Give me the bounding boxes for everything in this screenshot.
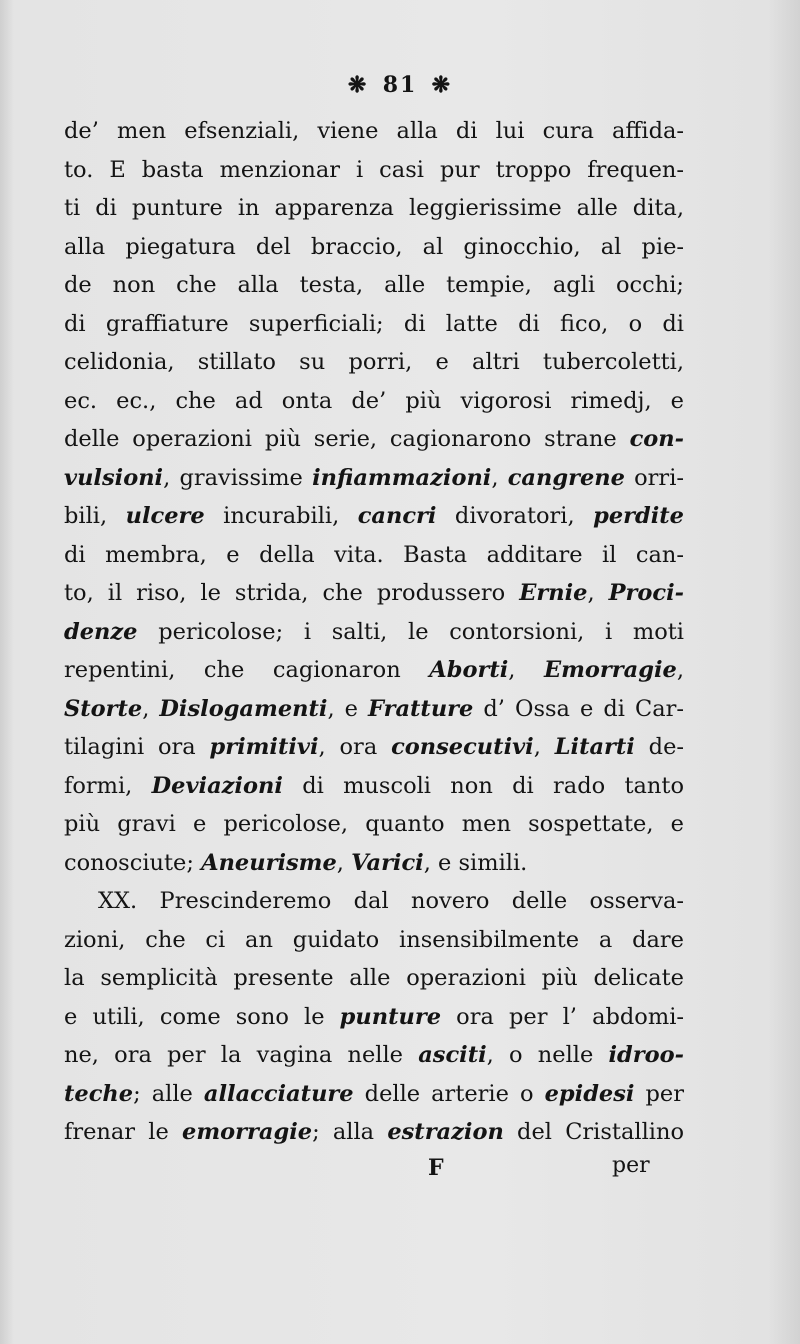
italic-term: Varici [351, 849, 424, 876]
text-run: celidonia, stillato su porri, e altri tubercoletti, [64, 349, 684, 375]
text-run: ec. ec., che ad onta de’ più vigorosi rimedj, e [64, 387, 684, 414]
italic-term: cangrene [507, 464, 625, 491]
text-line [64, 690, 684, 729]
text-run: delle operazioni più serie, cagionarono strane [64, 426, 630, 452]
text-run: di membra, e della vita. Basta additare il can- [64, 541, 684, 568]
italic-term: Emorragie [543, 657, 677, 683]
page-number: 81 [382, 71, 418, 98]
text-line [64, 497, 684, 536]
text-run: conosciute; [64, 849, 202, 876]
text-line [64, 805, 684, 844]
text-run: bili, [64, 503, 126, 529]
signature-mark: F [428, 1155, 444, 1181]
text-line [64, 305, 684, 344]
text-run: frenar le [64, 1119, 183, 1145]
italic-term: vulsioni [64, 464, 164, 491]
text-run: ; alle [133, 1080, 204, 1107]
text-line [64, 651, 684, 690]
italic-term: idroo- [608, 1042, 684, 1068]
text-line [64, 921, 684, 960]
text-line [64, 1075, 684, 1114]
text-run: , e [327, 695, 369, 722]
text-line [64, 998, 684, 1037]
text-line [64, 382, 684, 421]
ornament-left-icon: ❋ [347, 71, 369, 98]
italic-term: Deviazioni [151, 772, 283, 799]
text-run: tilagini ora [64, 734, 210, 760]
italic-term: cancri [357, 503, 437, 529]
text-run: to. E basta menzionar i casi pur troppo frequen- [64, 156, 684, 183]
text-run: d’ Ossa e di Car- [473, 695, 684, 722]
text-run: , gravissime [163, 464, 313, 491]
text-run: delle arterie o [353, 1080, 545, 1107]
text-run: per [634, 1080, 684, 1107]
italic-term: Ernie [519, 580, 588, 606]
text-run: ti di punture in apparenza leggierissime alle dita, [64, 195, 684, 221]
text-run: , [491, 464, 508, 491]
text-run: , o nelle [486, 1042, 609, 1068]
italic-term: denze [64, 618, 138, 645]
text-line [64, 420, 684, 459]
text-line [64, 1113, 684, 1152]
text-run: zioni, che ci an guidato insensibilmente a dare [64, 926, 684, 953]
text-run: , [508, 657, 544, 683]
text-run: la semplicità presente alle operazioni più delicate [64, 965, 684, 991]
text-line [64, 959, 684, 998]
text-run: de- [634, 734, 684, 760]
italic-term: teche [64, 1080, 134, 1107]
text-run: de non che alla testa, alle tempie, agli occhi; [64, 272, 684, 298]
text-run: divoratori, [436, 503, 594, 529]
text-run: e utili, come sono le [64, 1003, 340, 1030]
text-run: del Cristallino [503, 1119, 684, 1145]
text-run: , ora [318, 734, 392, 760]
italic-term: con- [629, 426, 684, 452]
italic-term: infiammazioni [312, 464, 492, 491]
text-run: formi, [64, 772, 152, 799]
text-run: orri- [624, 464, 684, 491]
italic-term: Proci- [608, 580, 684, 606]
text-run: repentini, che cagionaron [64, 657, 430, 683]
catchword: per [612, 1153, 650, 1178]
text-line [64, 728, 684, 767]
text-run: to, il riso, le strida, che produssero [64, 580, 520, 606]
italic-term: ulcere [125, 503, 205, 529]
text-line [64, 343, 684, 382]
text-run: incurabili, [204, 503, 358, 529]
italic-term: allacciature [203, 1080, 354, 1107]
italic-term: epidesi [544, 1080, 635, 1107]
body-text [64, 112, 684, 1152]
text-run: , [533, 734, 555, 760]
text-line [64, 228, 684, 267]
text-run: ora per l’ abdomi- [441, 1003, 684, 1030]
italic-term: Dislogamenti [159, 695, 328, 722]
italic-term: consecutivi [391, 734, 534, 760]
italic-term: Aborti [429, 657, 509, 683]
text-line [64, 613, 684, 652]
italic-term: estrazion [387, 1119, 504, 1145]
text-run: , [676, 657, 684, 683]
text-line [64, 459, 684, 498]
italic-term: Litarti [554, 734, 635, 760]
italic-term: punture [339, 1003, 442, 1030]
text-run: , [336, 849, 352, 876]
text-run: alla piegatura del braccio, al ginocchio, al pie- [64, 233, 684, 260]
text-run: più gravi e pericolose, quanto men sospettate, e [64, 811, 684, 837]
text-line [64, 882, 684, 921]
text-run: di muscoli non di rado tanto [282, 772, 684, 799]
text-run: , e simili. [423, 849, 528, 876]
text-run: de’ men efsenziali, viene alla di lui cura affida- [64, 118, 684, 144]
italic-term: Fratture [368, 695, 474, 722]
text-run: , [587, 580, 609, 606]
text-line [64, 574, 684, 613]
text-line [64, 189, 684, 228]
text-run: ; alla [312, 1119, 388, 1145]
text-line [64, 536, 684, 575]
italic-term: perdite [593, 503, 684, 529]
page-header [0, 68, 800, 100]
text-line [64, 266, 684, 305]
italic-term: primitivi [209, 734, 319, 760]
text-run: pericolose; i salti, le contorsioni, i moti [137, 618, 684, 645]
italic-term: Storte [64, 695, 143, 722]
text-line [64, 151, 684, 190]
text-run: di graffiature superficiali; di latte di fico, o di [64, 310, 684, 337]
text-run: , [142, 695, 160, 722]
italic-term: Aneurisme [201, 849, 337, 876]
text-line [64, 1036, 684, 1075]
text-line [64, 112, 684, 151]
text-run: XX. Prescinderemo dal novero delle osserva- [98, 888, 684, 914]
text-run: ne, ora per la vagina nelle [64, 1042, 419, 1068]
text-line [64, 844, 684, 883]
italic-term: asciti [418, 1042, 487, 1068]
italic-term: emorragie [182, 1119, 313, 1145]
text-line [64, 767, 684, 806]
ornament-right-icon: ❋ [431, 71, 453, 98]
